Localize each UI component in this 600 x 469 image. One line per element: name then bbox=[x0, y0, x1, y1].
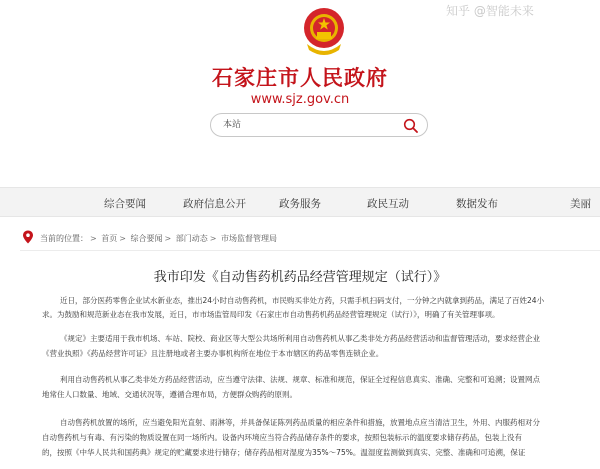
article-line: 近日，部分医药零售企业试水新业态，推出24小时自动售药机，市民购买非处方药，只需手机扫码支付，一分钟之内就拿到药品，满足了百姓24小 bbox=[60, 296, 545, 305]
article-line: 《营业执照》《药品经营许可证》且注册地或者主要办事机构所在地位于本市辖区的药品零售连锁企业。 bbox=[42, 349, 384, 358]
article-line: 利用自动售药机从事乙类非处方药品经营活动，应当遵守法律、法规、规章、标准和规范，保证全过程信息真实、准确、完整和可追溯；设置网点 bbox=[60, 375, 540, 384]
main-nav bbox=[0, 187, 600, 217]
nav-item-news[interactable]: 综合要闻 bbox=[104, 198, 146, 210]
site-url[interactable]: www.sjz.gov.cn bbox=[250, 92, 350, 107]
breadcrumb-news[interactable]: 综合要闻 bbox=[130, 234, 163, 243]
breadcrumb-dept[interactable]: 部门动态 bbox=[175, 234, 208, 243]
site-title[interactable]: 石家庄市人民政府 bbox=[212, 66, 388, 90]
nav-item-info-disclosure[interactable]: 政府信息公开 bbox=[183, 198, 246, 210]
breadcrumb-prefix: 当前的位置： bbox=[40, 234, 88, 243]
article-line: 的，按照《中华人民共和国药典》规定的贮藏要求进行储存；储存药品相对湿度为35%～75%。温湿度监测做到真实、完整、准确和可追溯，保证 bbox=[42, 448, 526, 457]
article-line: 自动售药机与有毒、有污染的物质设置在同一场所内。设备内环境应当符合药品储存条件的要求，按照包装标示的温度要求储存药品，包装上没有 bbox=[42, 433, 522, 442]
breadcrumb-bureau[interactable]: 市场监督管理局 bbox=[221, 234, 277, 243]
article-title: 我市印发《自动售药机药品经营管理规定（试行）》 bbox=[153, 270, 447, 285]
nav-item-interaction[interactable]: 政民互动 bbox=[367, 198, 409, 210]
national-emblem-icon bbox=[301, 6, 347, 56]
article-line: 《规定》主要适用于我市机场、车站、院校、商业区等大型公共场所利用自动售药机从事乙类非处方药品经营活动和监督管理活动，要求经营企业 bbox=[60, 334, 540, 343]
zhihu-watermark: 知乎 @智能未来 bbox=[446, 4, 534, 18]
article-line: 地常住人口数量、地域、交通状况等，遵循合理布局，方便群众购药的原则。 bbox=[42, 390, 297, 399]
breadcrumb-home[interactable]: 首页 bbox=[101, 234, 118, 243]
article-line: 求。为鼓励和规范新业态在我市发展，近日，市市场监管局印发《石家庄市自动售药机药品经营管理规定（试行）》，明确了有关管理事项。 bbox=[42, 310, 500, 319]
nav-item-data[interactable]: 数据发布 bbox=[456, 198, 498, 210]
search-icon[interactable] bbox=[403, 118, 419, 134]
search-input[interactable] bbox=[223, 118, 403, 132]
divider bbox=[20, 250, 600, 251]
nav-item-gov-services[interactable]: 政务服务 bbox=[279, 198, 321, 210]
location-pin-icon bbox=[22, 230, 34, 244]
search-box[interactable] bbox=[210, 113, 428, 137]
breadcrumb: 当前的位置： > 首页 > 综合要闻 > 部门动态 > 市场监督管理局 bbox=[40, 234, 277, 243]
nav-item-beautiful[interactable]: 美丽 bbox=[570, 198, 591, 210]
article-line: 自动售药机放置的场所，应当避免阳光直射、雨淋等，并具备保证陈列药品质量的相应条件和措施，放置地点应当清洁卫生，外用、内服药相对分 bbox=[60, 418, 540, 427]
